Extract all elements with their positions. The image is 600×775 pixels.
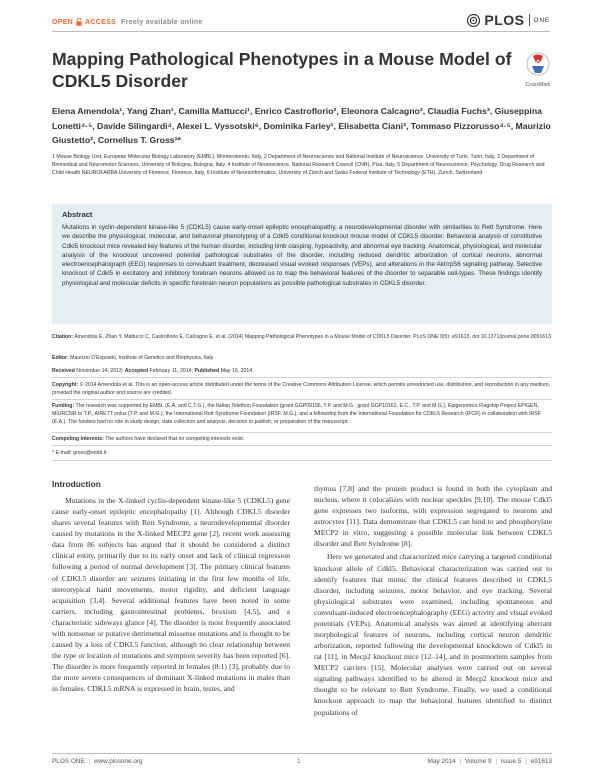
footer-url[interactable]: www.plosone.org <box>93 758 143 765</box>
abstract-heading: Abstract <box>62 210 93 219</box>
footer-issue: Issue 5 <box>500 758 522 765</box>
meta-divider <box>52 432 552 433</box>
published-date: May 16, 2014 <box>220 368 253 374</box>
free-available-text: Freely available online <box>121 18 203 26</box>
footer-date: May 2014 <box>427 758 456 765</box>
meta-divider <box>52 377 552 378</box>
header-divider <box>52 31 550 32</box>
footer-journal <box>52 758 143 765</box>
received-date: November 14, 2013; <box>76 368 124 374</box>
meta-divider <box>52 399 552 400</box>
competing-text: The authors have declared that no competing interests exist. <box>105 436 245 442</box>
introduction-heading: Introduction <box>52 479 101 489</box>
affiliations: 1 Mouse Biology Unit, European Molecular Biology Laboratory (EMBL), Monterotondo, Italy, 2 Department of Neuroscience and National Institute of Neuroscience, University of Turin, Turin, Italy, 3 Department of Biomedical and Neuromotor Sciences, University of Bologna, Bologna, Italy, 4 Institute of Neuroscience, National Research Council (CNR), Pisa, Italy, 5 Department of Neuroscience, Psychology, Drug Research and Child Health NEUROFARBA University of Florence, Florence, Italy, 6 Institute of Neuroinformatics, University of Zürich and Swiss Federal Institute of Technology (ETH), Zurich, Switzerland <box>52 154 545 177</box>
funding <box>52 402 552 426</box>
footer-separator: | <box>495 758 498 765</box>
accepted-label: Accepted <box>124 368 149 374</box>
body-column-right <box>314 483 552 718</box>
footer-separator: | <box>88 758 91 765</box>
copyright-label: Copyright: <box>52 382 79 388</box>
author-list: Elena Amendola¹, Yang Zhan¹, Camilla Mattucci¹, Enrico Castroflorio², Eleonora Calcagno², Claudia Fuchs³, Giuseppina Lonetti⁴·⁵, Davide Silingardi⁴, Alexei L. Vyssotski⁶, Dominika Farley¹, Elisabetta Ciani³, Tommaso Pizzorusso⁴·⁵, Maurizio Giustetto², Cornelius T. Gross¹* <box>52 106 551 146</box>
competing-label: Competing Interests: <box>52 436 104 442</box>
meta-divider <box>52 460 552 461</box>
open-access-text: OPEN <box>52 18 74 26</box>
footer-separator: | <box>459 758 462 765</box>
plos-logo-icon <box>467 14 480 27</box>
intro-paragraph-1: Mutations in the X-linked cyclin-dependent kinase-like 5 (CDKL5) gene cause early-onset epileptic encephalopathy [1]. Although CDKL5 disorder shares several features with Rett Syndrome, a neurodevelopmental disorder caused by mutations in the X-linked MECP2 gene [2], recent work assessing data from 86 subjects has argued that it should be considered a distinct clinical entity, primarily due to its early onset and lack of clinical regression following a period of normal development [3]. The primary clinical features of CDKL5 disorder are seizures initiating in the first few months of life, stereotypical hand movements, motor rigidity, and deficient language acquisition [3,4]. Several additional features have been noted in some carriers, including gastrointestinal problems, bruxism [4,5], and a characteristic sideways glance [4]. The disorder is most frequently associated with nonsense or putative detrimental missense mutations and is thought to be caused by a loss of CDKL5 function, although no clear relationship between the type or location of mutations and symptom severity has been reported [6]. The disorder is more frequently reported in females (8:1) [3], probably due to the more severe consequences of dominant X-linked mutations in males than in females. CDKL5 mRNA is expressed in brain, testes, and <box>52 496 290 694</box>
footer-issue-info <box>428 758 552 765</box>
email <box>52 449 552 457</box>
open-access-suffix: ACCESS <box>85 18 117 26</box>
logo-separator <box>529 14 530 26</box>
editor <box>52 354 552 362</box>
footer-volume: Volume 9 <box>464 758 492 765</box>
citation-text: Amendola E, Zhan Y, Mattucci C, Castroflorio E, Calcagno E, et al. (2014) Mapping Pathological Phenotypes in a Mouse Model of CDKL5 Disorder. PLoS ONE 9(5): e91613. doi:10.1371/journal.pone.0091613 <box>74 334 551 340</box>
open-access-lock-icon <box>76 18 82 26</box>
email-label: * E-mail: <box>52 450 72 456</box>
published-label: Published <box>194 368 220 374</box>
copyright <box>52 381 552 397</box>
intro-paragraph-continued: thymus [7,8] and the protein product is found in both the cytoplasm and nucleus, where it colocalizes with nuclear speckles [9,10]. The mouse Cdkl5 gene expresses two isoforms, with expression segregated to neurons and astrocytes [11]. Data demonstrate that CDKL5 can bind to and phosphorylate MECP2 in vitro, suggesting a possible molecular link between CDKL5 disorder and Rett Syndrome [8]. <box>314 484 552 549</box>
email-address[interactable]: gross@embl.it <box>73 450 107 456</box>
footer-article-id: e91613 <box>530 758 552 765</box>
editor-text: Maurizio D'Esposito, Institute of Genetics and Biophysics, Italy <box>70 355 214 361</box>
crossmark-label: CrossMark <box>525 82 551 88</box>
funding-text: The research was supported by EMBL (E.A. and C.T.G.), the Italian Telethon Foundation (grant GGP09196, T.P. and M.G.; grant GGP10162, E.C., T.P. and M.G.), Epigenomics Flagship Project EPIGEN, MIURCNR to T.P., AIRETT onlus (T.P. and M.G.), the International Rett Syndrome Foundation (IRSF, M.G.), and a fellowship from the International Foundation for CDKL5 Research (IFCR) in collaboration with IRSF (E.A.). The funders had no role in study design, data collection and analysis, decision to publish, or preparation of the manuscript. <box>52 403 541 425</box>
citation-label: Citation: <box>52 334 74 340</box>
abstract-text: Mutations in cyclin-dependent kinase-like 5 (CDKL5) cause early-onset epileptic encephalopathy, a neurodevelopmental disorder with similarities to Rett Syndrome. Here we describe the physiological, molecular, and behavioral phenotyping of a Cdkl5 conditional knockout mouse model of CDKL5 disorder. Behavioral analysis of constitutive Cdkl5 knockout mice revealed key features of the human disorder, including limb clasping, hypoactivity, and abnormal eye tracking. Anatomical, physiological, and molecular analysis of the knockout uncovered potential pathological substrates of the disorder, including reduced dendritic arborization of cortical neurons, abnormal electroencephalograph (EEG) responses to convulsant treatment, decreased visual evoked responses (VEPs), and alterations in the Akt/rpS6 signaling pathway. Selective knockout of Cdkl5 in excitatory and inhibitory forebrain neurons allowed us to map the behavioral features of the disorder to separable cell-types. These findings identify physiological and molecular deficits in specific forebrain neuron populations as possible pathological substrates in CDKL5 disorder. <box>62 224 542 287</box>
citation <box>52 333 552 341</box>
journal-sub-text: ONE <box>533 16 550 24</box>
intro-paragraph-2: Here we generated and characterized mice carrying a targeted conditional knockout allele of Cdkl5. Behavioral characterization was carried out to identify features that mimic the clinical features described in CDKL5 disorder, including seizures, motor behavior, and eye tracking. Several physiological substrates were examined, including spontaneous and convulsant-induced electroencephalography (EEG) activity and visual evoked potentials (VEPs). Anatomical analysis was aimed at identifying aberrant morphological features of neurons, including cortical neuron dendritic arborization, reported following the developmental knockdown of Cdkl5 in rat [11], in Mecp2 knockout mice [12–14], and in postmortem samples from MECP2 carriers [15]. Molecular analyses were carried out on several signaling pathways identified to be altered in Mecp2 knockout mice and thought to be relevant to Rett Syndrome. Finally, we used a conditional knockout approach to map the behavioral features identified to distinct populations of <box>314 552 552 717</box>
editor-label: Editor: <box>52 355 69 361</box>
abstract-box <box>52 204 552 324</box>
funding-label: Funding: <box>52 403 75 409</box>
received-label: Received <box>52 368 75 374</box>
dates <box>52 367 552 375</box>
journal-logo[interactable] <box>467 12 550 28</box>
crossmark-badge[interactable] <box>524 52 552 88</box>
footer-separator: | <box>525 758 527 765</box>
article-title: Mapping Pathological Phenotypes in a Mouse Model of CDKL5 Disorder <box>52 49 512 91</box>
journal-logo-text: PLOS <box>484 12 525 28</box>
footer-journal-name: PLOS ONE <box>52 758 85 765</box>
footer-page-number: 1 <box>297 758 301 765</box>
meta-divider <box>52 445 552 446</box>
competing-interests <box>52 435 552 443</box>
body-column-left <box>52 495 290 694</box>
open-access-badge <box>52 18 203 26</box>
footer-divider <box>52 753 552 754</box>
crossmark-icon <box>526 52 550 76</box>
accepted-date: February 11, 2014; <box>149 368 193 374</box>
copyright-text: © 2014 Amendola et al. This is an open-access article distributed under the terms of the Creative Commons Attribution License, which permits unrestricted use, distribution, and reproduction in any medium, provided the original author and source are credited. <box>52 382 550 396</box>
